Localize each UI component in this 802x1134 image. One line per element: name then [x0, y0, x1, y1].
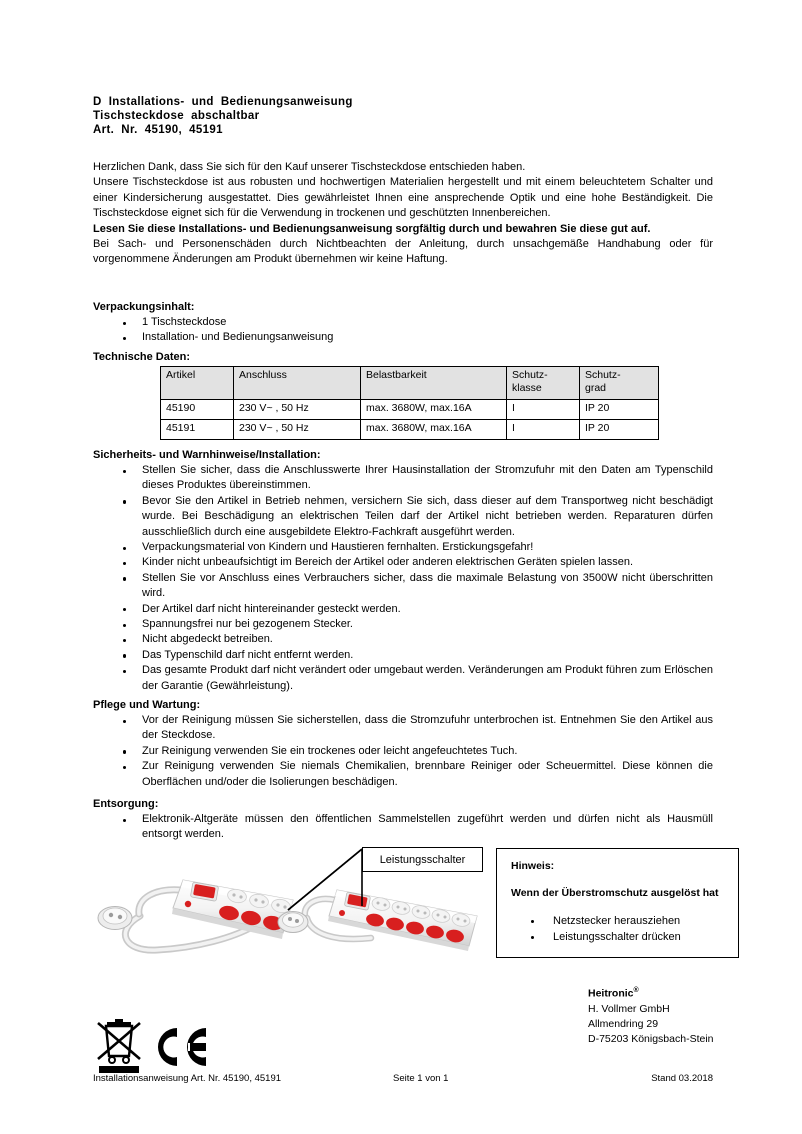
technical-data-table [160, 366, 659, 440]
list-item: Zur Reinigung verwenden Sie niemals Chemikalien, brennbare Reiniger oder Scheuermittel. Diese können die Oberflächen und/oder die Isolierungen beschädigen. [93, 759, 713, 790]
cell-belastbarkeit: max. 3680W, max.16A [361, 420, 507, 440]
cell-anschluss: 230 V~ , 50 Hz [234, 420, 361, 440]
intro-paragraph-1: Unsere Tischsteckdose ist aus robusten und hochwertigen Materialien hergestellt und mit einem beleuchtetem Schalter und einer Kindersicherung ausgestattet. Dies gewährleistet Ihnen eine ansprechende Optik und eine hohe Beständigkeit. Die Tischsteckdose eignet sich für die Verwendung in trockenen und geschützten Innenbereichen. [93, 176, 713, 220]
ce-mark-icon [152, 1024, 208, 1070]
list-item: Nicht abgedeckt betreiben. [93, 632, 713, 647]
list-item: Das gesamte Produkt darf nicht verändert oder umgebaut werden. Veränderungen am Produkt führen zum Erlöschen der Garantie (Gewährleistung). [93, 663, 713, 694]
cell-schutzgrad: IP 20 [580, 420, 659, 440]
disposal-section [93, 797, 713, 843]
weee-crossed-bin-icon [93, 1013, 145, 1075]
list-item: Bevor Sie den Artikel in Betrieb nehmen, versichern Sie sich, dass dieser auf dem Transportweg nicht beschädigt wurde. Bei Beschädigung an elektrischen Teilen darf der Artikel nicht betrieben werden. Reparaturen dürfen ausschließlich durch eine ausgebildete Elektro-Fachkraft ausgeführt werden. [93, 494, 713, 540]
hinweis-subtitle: Wenn der Überstromschutz ausgelöst hat [511, 887, 719, 899]
registered-mark-icon: ® [633, 987, 639, 994]
cell-schutzgrad: IP 20 [580, 400, 659, 420]
company-brand-name: Heitronic [588, 987, 634, 1000]
cell-schutzklasse: I [507, 420, 580, 440]
list-item: Spannungsfrei nur bei gezogenem Stecker. [93, 617, 713, 632]
leistungsschalter-callout-box [362, 847, 483, 872]
footer-page-number: Seite 1 von 1 [393, 1073, 449, 1084]
list-item: Das Typenschild darf nicht entfernt werden. [93, 648, 713, 663]
title-line-2: Tischsteckdose abschaltbar [93, 110, 260, 123]
cell-schutzklasse: I [507, 400, 580, 420]
reset-button-left [185, 901, 191, 907]
table-row [161, 420, 659, 440]
column-header-schutzklasse [507, 367, 580, 400]
list-item: Leistungsschalter drücken [511, 929, 738, 945]
packaging-section [93, 300, 713, 346]
safety-heading: Sicherheits- und Warnhinweise/Installation: [93, 449, 321, 461]
technical-heading-wrap [93, 350, 713, 365]
safety-list [93, 463, 713, 694]
list-item: Verpackungsmaterial von Kindern und Haustieren fernhalten. Erstickungsgefahr! [93, 540, 713, 555]
title-line-1: D Installations- und Bedienungsanweisung [93, 96, 353, 108]
cell-artikel: 45190 [161, 400, 234, 420]
list-item: Stellen Sie sicher, dass die Anschlusswerte Ihrer Hausinstallation der Stromzufuhr mit den Daten am Typenschild dieses Produktes übereinstimmen. [93, 463, 713, 494]
schutzklasse-line-2: klasse [512, 382, 542, 394]
company-city: D-75203 Königsbach-Stein [588, 1033, 714, 1046]
footer-left-text: Installationsanweisung Art. Nr. 45190, 45191 [93, 1073, 282, 1084]
column-header-anschluss: Anschluss [234, 367, 361, 400]
schutzgrad-line-2: grad [585, 382, 607, 394]
list-item: Der Artikel darf nicht hintereinander gesteckt werden. [93, 602, 713, 617]
packaging-heading: Verpackungsinhalt: [93, 301, 195, 313]
table-header-row [161, 367, 659, 400]
schutzgrad-line-1: Schutz- [585, 369, 621, 381]
cell-anschluss: 230 V~ , 50 Hz [234, 400, 361, 420]
page-footer [93, 1073, 713, 1087]
power-strip-left [98, 880, 293, 950]
care-list [93, 713, 713, 790]
hinweis-list [511, 913, 738, 945]
column-header-schutzgrad [580, 367, 659, 400]
column-header-artikel: Artikel [161, 367, 234, 400]
intro-thanks-line: Herzlichen Dank, dass Sie sich für den Kauf unserer Tischsteckdose entschieden haben. [93, 161, 526, 173]
safety-section [93, 448, 713, 694]
technical-heading: Technische Daten: [93, 351, 190, 363]
list-item: 1 Tischsteckdose [93, 315, 713, 330]
cell-artikel: 45191 [161, 420, 234, 440]
company-brand [588, 983, 714, 1002]
list-item: Kinder nicht unbeaufsichtigt im Bereich der Artikel oder anderen elektrischen Geräten spielen lassen. [93, 555, 713, 570]
cell-belastbarkeit: max. 3680W, max.16A [361, 400, 507, 420]
list-item: Elektronik-Altgeräte müssen den öffentlichen Sammelstellen zugeführt werden und dürfen nicht als Hausmüll entsorgt werden. [93, 812, 713, 843]
list-item: Netzstecker herausziehen [511, 913, 738, 929]
document-title-block [93, 95, 713, 138]
column-header-belastbarkeit: Belastbarkeit [361, 367, 507, 400]
company-street: Allmendring 29 [588, 1017, 659, 1030]
intro-paragraph-2: Bei Sach- und Personenschäden durch Nichtbeachten der Anleitung, durch unsachgemäße Handhabung oder für vorgenommene Änderungen am Produkt übernehmen wir keine Haftung. [93, 238, 713, 266]
company-legal-name: H. Vollmer GmbH [588, 1002, 670, 1015]
company-address-block [588, 983, 714, 1047]
schutzklasse-line-1: Schutz- [512, 369, 548, 381]
footer-revision-date: Stand 03.2018 [651, 1073, 713, 1084]
list-item: Zur Reinigung verwenden Sie ein trockenes oder leicht angefeuchtetes Tuch. [93, 744, 713, 759]
care-section [93, 698, 713, 790]
list-item: Vor der Reinigung müssen Sie sicherstellen, dass die Stromzufuhr unterbrochen ist. Entnehmen Sie den Artikel aus der Steckdose. [93, 713, 713, 744]
list-item: Stellen Sie vor Anschluss eines Verbrauchers sicher, dass die maximale Belastung von 3500W nicht überschritten wird. [93, 571, 713, 602]
hinweis-box [496, 848, 739, 958]
care-heading: Pflege und Wartung: [93, 699, 201, 711]
schuko-plug-left [98, 907, 132, 930]
disposal-heading: Entsorgung: [93, 798, 159, 810]
intro-bold-notice: Lesen Sie diese Installations- und Bedienungsanweisung sorgfältig durch und bewahren Sie diese gut auf. [93, 222, 651, 235]
intro-section [93, 160, 713, 268]
hinweis-title: Hinweis: [511, 860, 555, 872]
leistungsschalter-label: Leistungsschalter [379, 853, 466, 866]
table-row [161, 400, 659, 420]
title-line-3: Art. Nr. 45190, 45191 [93, 124, 223, 137]
list-item: Installation- und Bedienungsanweisung [93, 330, 713, 345]
packaging-list [93, 315, 713, 346]
